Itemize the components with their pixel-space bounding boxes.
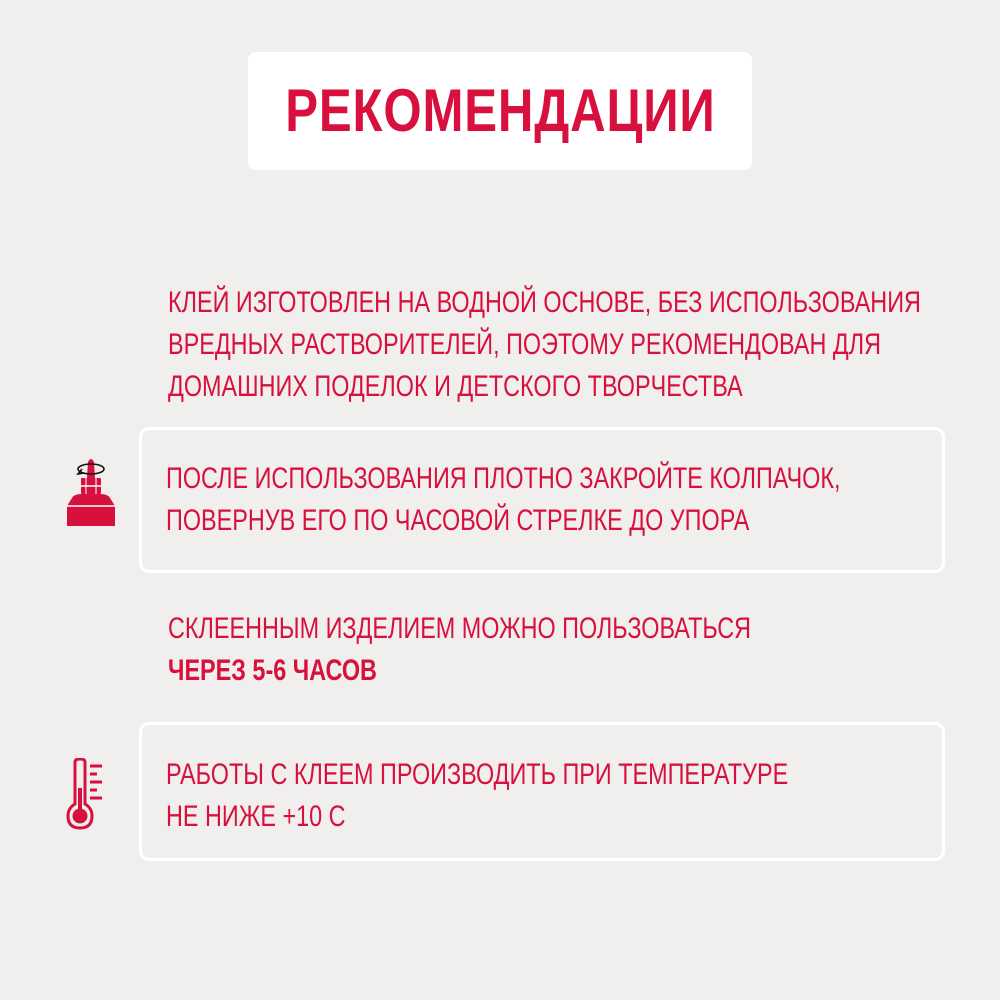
recommendation-line: ПОВЕРНУВ ЕГО ПО ЧАСОВОЙ СТРЕЛКЕ ДО УПОРА bbox=[166, 504, 750, 537]
recommendation-line: ПОСЛЕ ИСПОЛЬЗОВАНИЯ ПЛОТНО ЗАКРОЙТЕ КОЛПАЧОК, bbox=[166, 462, 841, 495]
recommendation-close-cap bbox=[166, 458, 841, 542]
page-title: РЕКОМЕНДАЦИИ bbox=[284, 77, 716, 144]
recommendation-line: РАБОТЫ С КЛЕЕМ ПРОИЗВОДИТЬ ПРИ ТЕМПЕРАТУРЕ bbox=[166, 758, 789, 791]
recommendation-water-based bbox=[168, 282, 921, 408]
recommendation-line: ВРЕДНЫХ РАСТВОРИТЕЛЕЙ, ПОЭТОМУ РЕКОМЕНДОВАН ДЛЯ bbox=[168, 328, 882, 361]
recommendation-line: НЕ НИЖЕ +10 С bbox=[166, 800, 346, 833]
recommendation-line: КЛЕЙ ИЗГОТОВЛЕН НА ВОДНОЙ ОСНОВЕ, БЕЗ ИСПОЛЬЗОВАНИЯ bbox=[168, 286, 921, 319]
recommendation-line: СКЛЕЕННЫМ ИЗДЕЛИЕМ МОЖНО ПОЛЬЗОВАТЬСЯ bbox=[168, 612, 752, 645]
recommendation-temperature bbox=[166, 754, 788, 838]
title-box bbox=[248, 52, 752, 170]
recommendation-drying-time bbox=[168, 608, 751, 692]
drying-time-highlight: ЧЕРЕЗ 5-6 ЧАСОВ bbox=[168, 654, 377, 687]
recommendation-line: ДОМАШНИХ ПОДЕЛОК И ДЕТСКОГО ТВОРЧЕСТВА bbox=[168, 370, 743, 403]
thermometer-icon bbox=[64, 758, 108, 830]
bottle-cap-icon bbox=[62, 456, 122, 530]
